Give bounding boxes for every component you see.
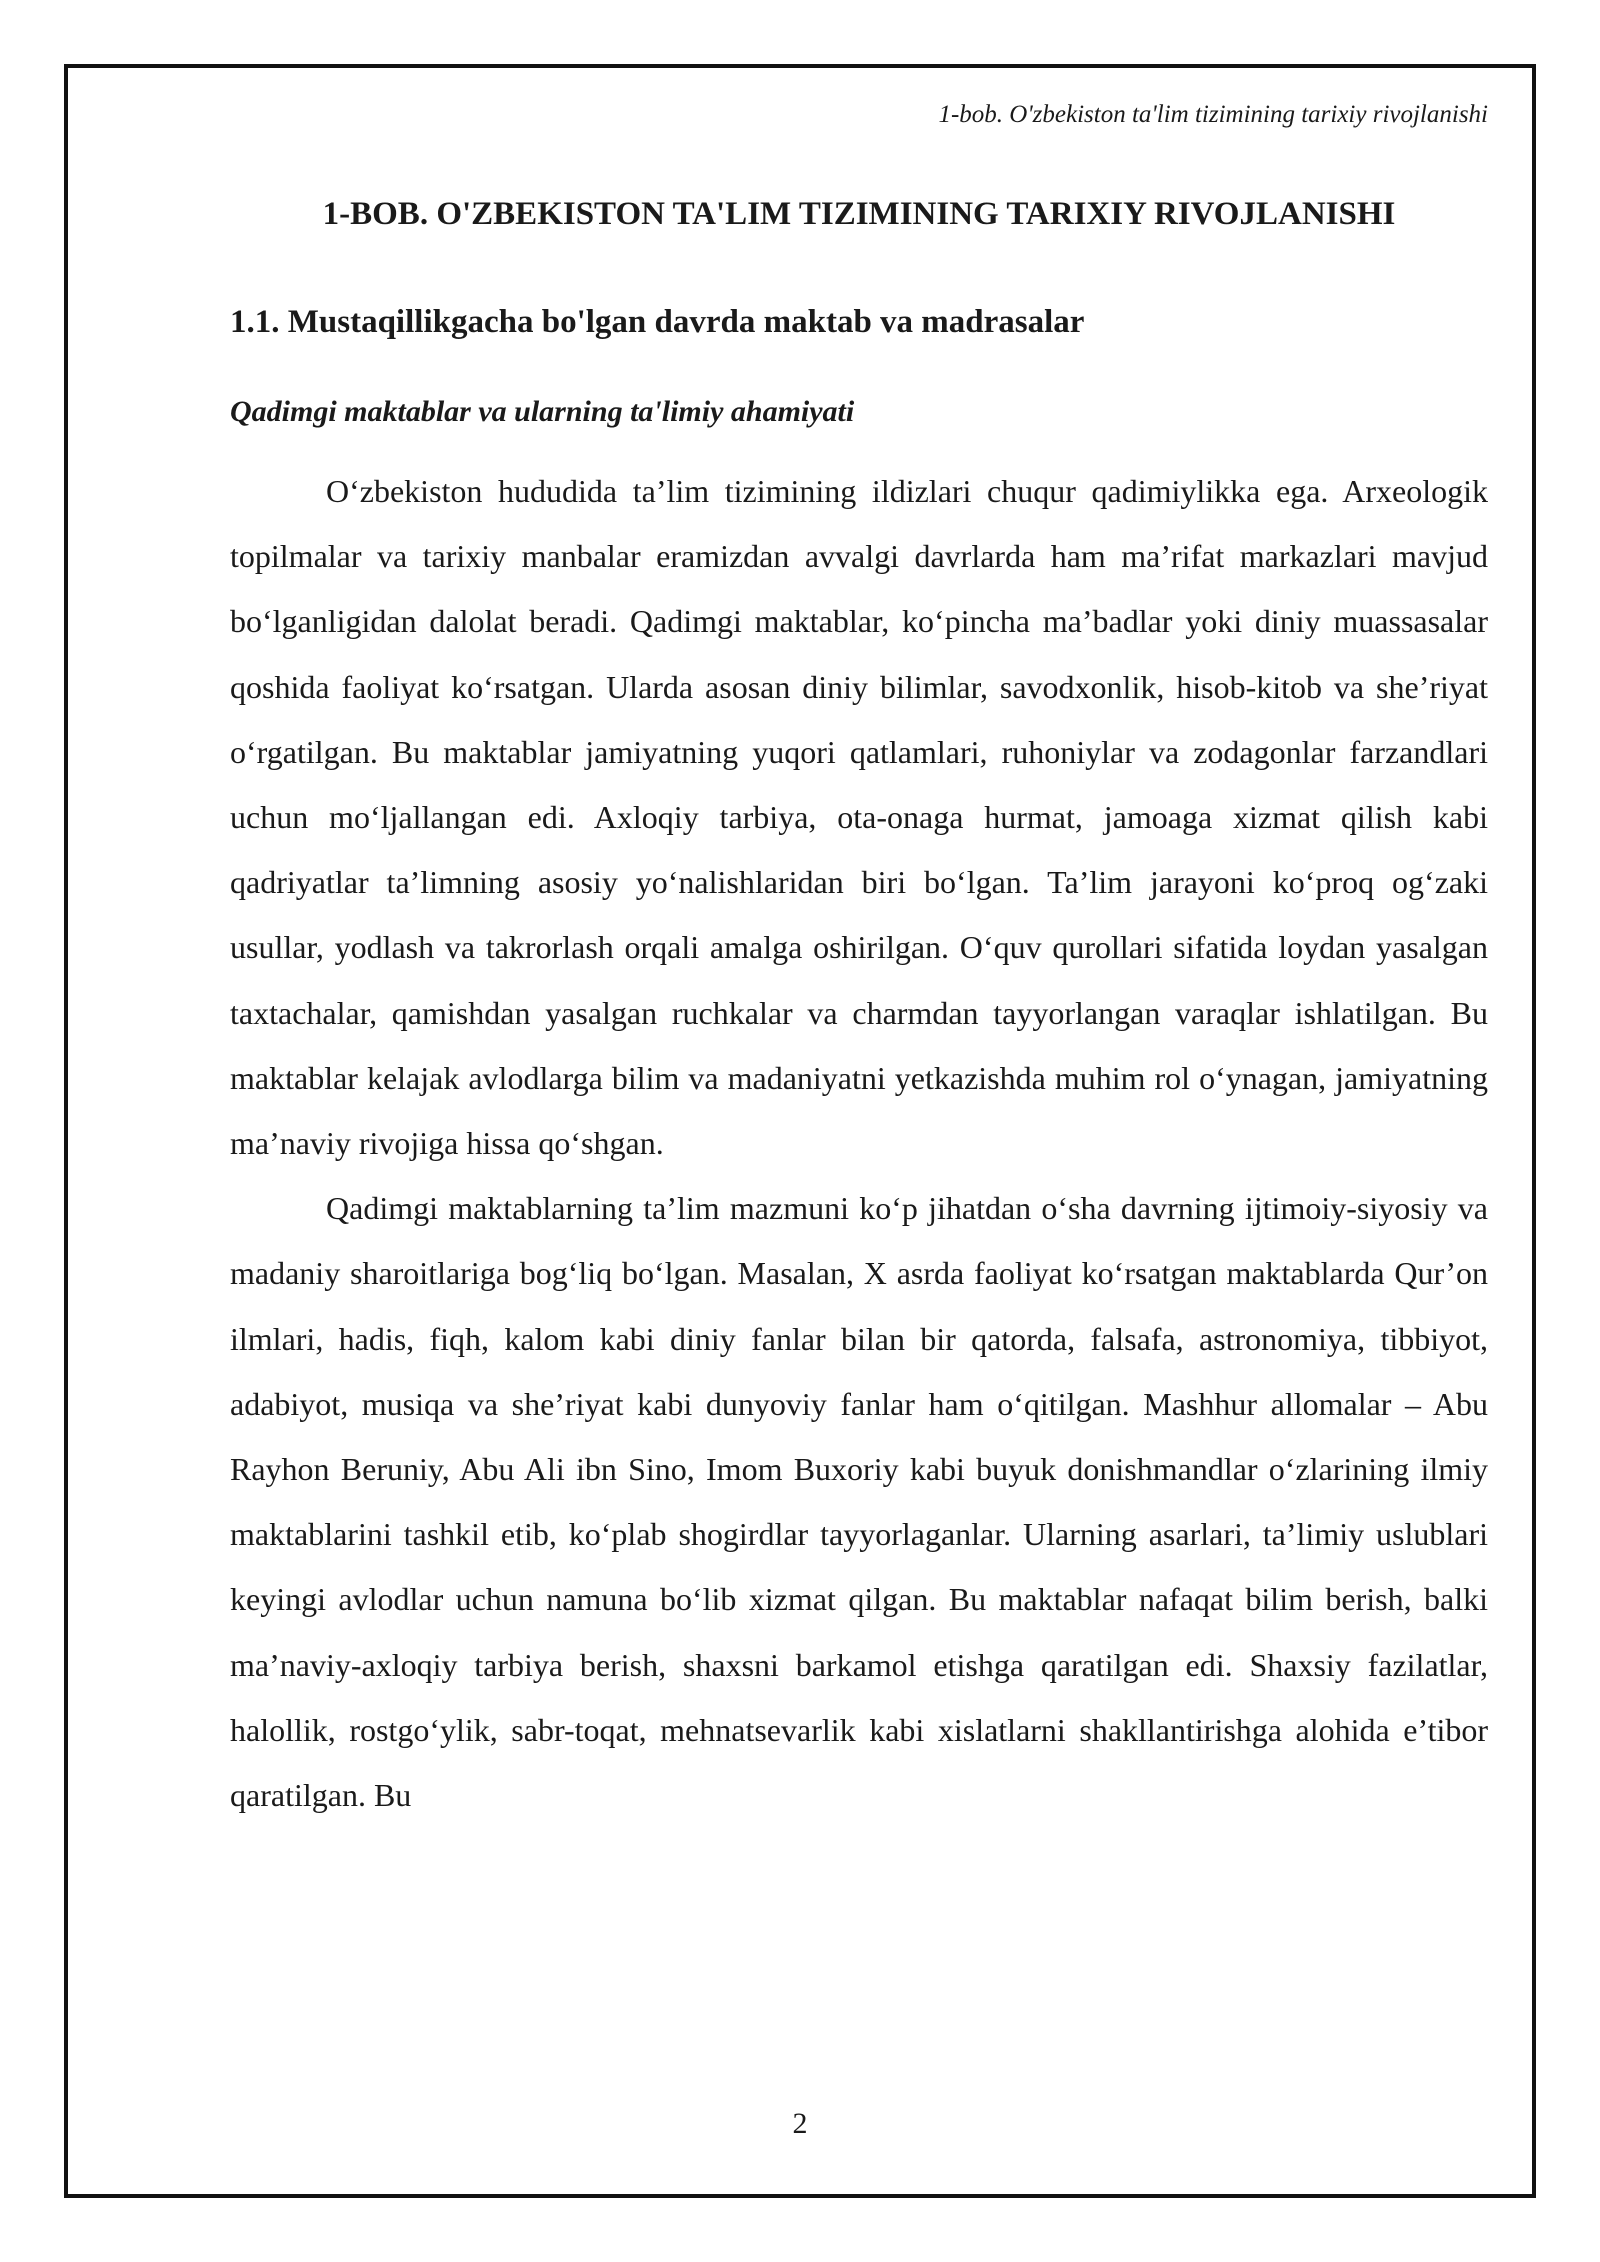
subsection-title: Qadimgi maktablar va ularning ta'limiy ahamiyati bbox=[230, 395, 855, 428]
paragraph: O‘zbekiston hududida ta’lim tizimining ildizlari chuqur qadimiylikka ega. Arxeologik topilmalar va tarixiy manbalar eramizdan avvalgi davrlarda ham ma’rifat markazlari mavjud bo‘lganligidan dalolat beradi. Qadimgi maktablar, ko‘pincha ma’badlar yoki diniy muassasalar qoshida faoliyat ko‘rsatgan. Ularda asosan diniy bilimlar, savodxonlik, hisob-kitob va she’riyat o‘rgatilgan. Bu maktablar jamiyatning yuqori qatlamlari, ruhoniylar va zodagonlar farzandlari uchun mo‘ljallangan edi. Axloqiy tarbiya, ota-onaga hurmat, jamoaga xizmat qilish kabi qadriyatlar ta’limning asosiy yo‘nalishlaridan biri bo‘lgan. Ta’lim jarayoni ko‘proq og‘zaki usullar, yodlash va takrorlash orqali amalga oshirilgan. O‘quv qurollari sifatida loydan yasalgan taxtachalar, qamishdan yasalgan ruchkalar va charmdan tayyorlangan varaqlar ishlatilgan. Bu maktablar kelajak avlodlarga bilim va madaniyatni yetkazishda muhim rol o‘ynagan, jamiyatning ma’naviy rivojiga hissa qo‘shgan. bbox=[230, 473, 1488, 1162]
chapter-title: 1-BOB. O'ZBEKISTON TA'LIM TIZIMINING TARIXIY RIVOJLANISHI bbox=[322, 196, 1396, 232]
section-title: 1.1. Mustaqillikgacha bo'lgan davrda maktab va madrasalar bbox=[230, 304, 1085, 340]
page-number: 2 bbox=[792, 2107, 808, 2140]
paragraph: Qadimgi maktablarning ta’lim mazmuni ko‘p jihatdan o‘sha davrning ijtimoiy-siyosiy va madaniy sharoitlariga bog‘liq bo‘lgan. Masalan, X asrda faoliyat ko‘rsatgan maktablarda Qur’on ilmlari, hadis, fiqh, kalom kabi diniy fanlar bilan bir qatorda, falsafa, astronomiya, tibbiyot, adabiyot, musiqa va she’riyat kabi dunyoviy fanlar ham o‘qitilgan. Mashhur allomalar – Abu Rayhon Beruniy, Abu Ali ibn Sino, Imom Buxoriy kabi buyuk donishmandlar o‘zlarining ilmiy maktablarini tashkil etib, ko‘plab shogirdlar tayyorlaganlar. Ularning asarlari, ta’limiy uslublari keyingi avlodlar uchun namuna bo‘lib xizmat qilgan. Bu maktablar nafaqat bilim berish, balki ma’naviy-axloqiy tarbiya berish, shaxsni barkamol etishga qaratilgan edi. Shaxsiy fazilatlar, halollik, rostgo‘ylik, sabr-toqat, mehnatsevarlik kabi xislatlarni shakllantirishga alohida e’tibor qaratilgan. Bu bbox=[230, 1190, 1488, 1814]
running-header: 1-bob. O'zbekiston ta'lim tizimining tarixiy rivojlanishi bbox=[938, 101, 1488, 128]
body-text bbox=[230, 459, 1488, 1828]
